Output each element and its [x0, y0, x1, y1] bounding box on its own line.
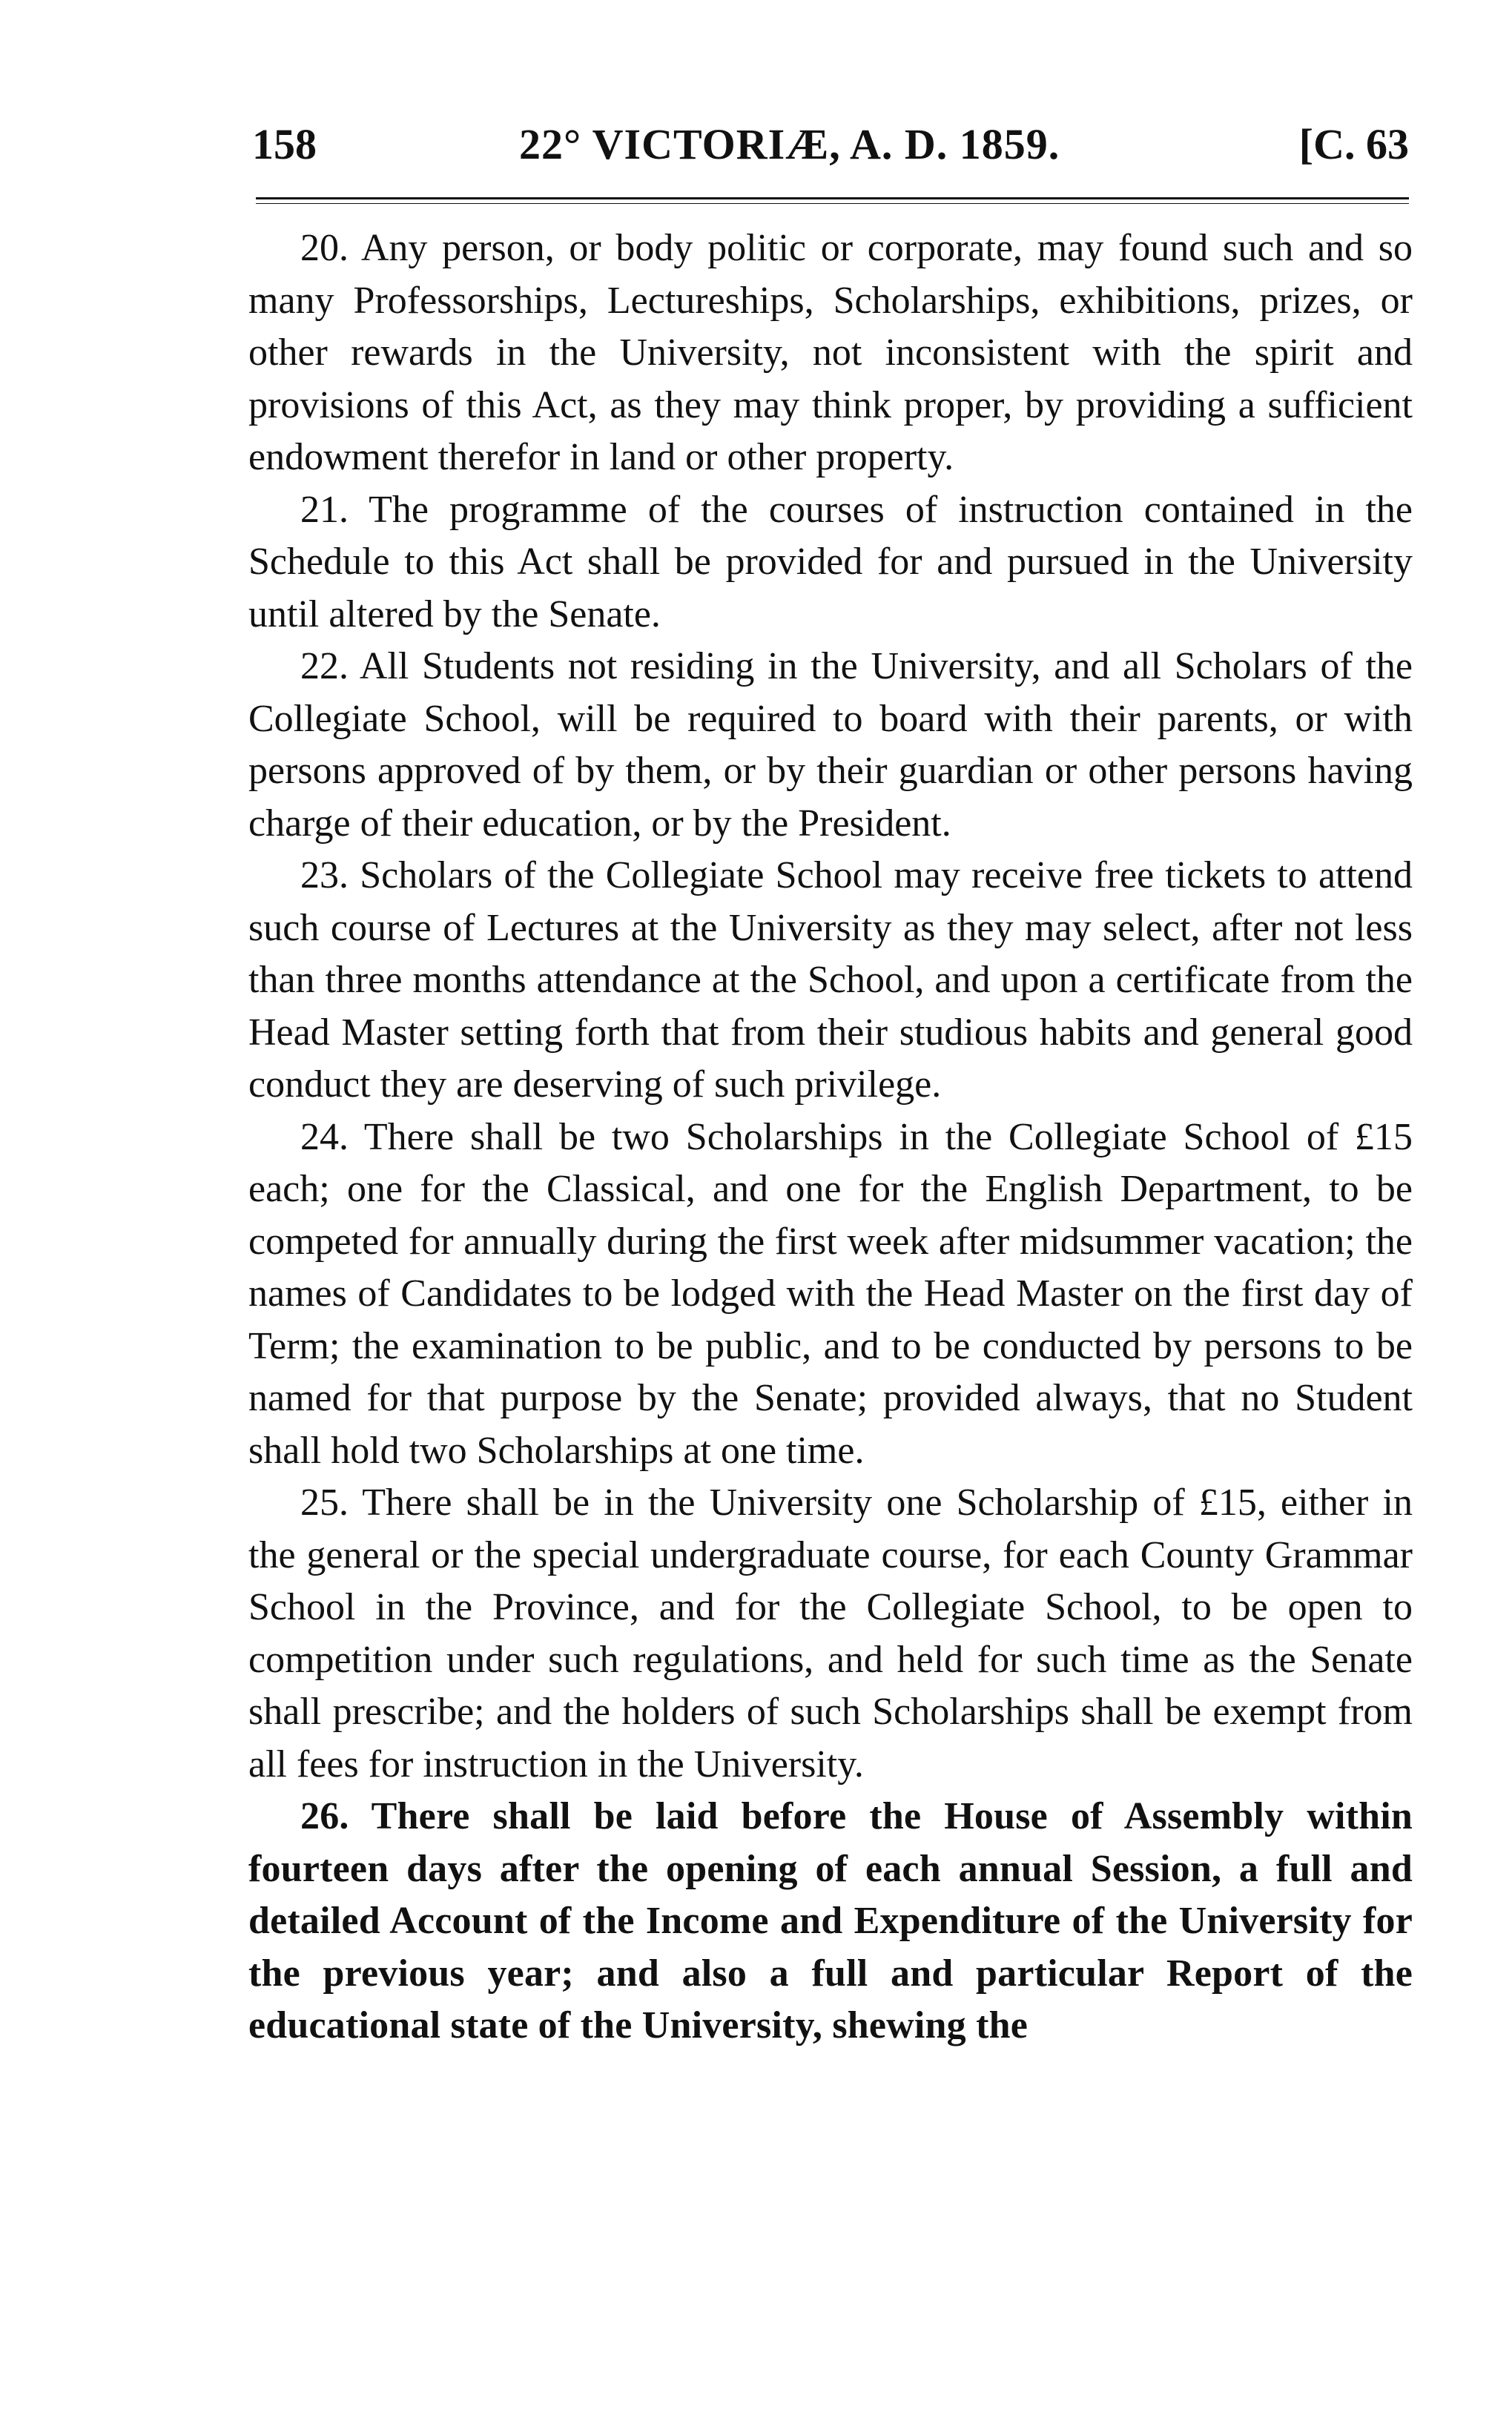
running-title: 22° VICTORIÆ, A. D. 1859. — [519, 120, 1060, 168]
page-number: 158 — [252, 120, 317, 168]
header-rule-top — [256, 197, 1409, 199]
section-20: 20. Any person, or body politic or corporate, may found such and so many Professorships, Lectureships, Scholarships, exhibitions, prizes, or other rewards in the University, not inconsistent with the spirit and provisions of this Act, as they may think proper, by providing a sufficient endowment therefor in land or other property. — [248, 227, 1413, 478]
page-header — [252, 111, 1409, 178]
section-23: 23. Scholars of the Collegiate School may receive free tickets to attend such course of Lectures at the University as they may select, after not less than three months attendance at the School, and upon a certificate from the Head Master setting forth that from their studious habits and general good conduct they are deserving of such privilege. — [248, 854, 1413, 1106]
header-rule-bottom — [256, 203, 1409, 204]
section-24: 24. There shall be two Scholarships in the Collegiate School of £15 each; one for the Classical, and one for the English Department, to be competed for annually during the first week after midsummer vacation; the names of Candidates to be lodged with the Head Master on the first day of Term; the examination to be public, and to be conducted by persons to be named for that purpose by the Senate; provided always, that no Student shall hold two Scholarships at one time. — [248, 1115, 1413, 1472]
section-26: 26. There shall be laid before the House of Assembly within fourteen days after the opening of each annual Session, a full and detailed Account of the Income and Expenditure of the University for the previous year; and also a full and particular Report of the educational state of the University, shewing the — [248, 1795, 1413, 2047]
section-21: 21. The programme of the courses of instruction contained in the Schedule to this Act shall be provided for and pursued in the University until altered by the Senate. — [248, 488, 1413, 635]
statute-text — [248, 222, 1413, 2052]
section-22: 22. All Students not residing in the University, and all Scholars of the Collegiate School, will be required to board with their parents, or with persons approved of by them, or by their guardian or other persons having charge of their education, or by the President. — [248, 645, 1413, 845]
section-25: 25. There shall be in the University one Scholarship of £15, either in the general or the special undergraduate course, for each County Grammar School in the Province, and for the Collegiate School, to be open to competition under such regulations, and held for such time as the Senate shall prescribe; and the holders of such Scholarships shall be exempt from all fees for instruction in the University. — [248, 1481, 1413, 1786]
chapter-reference: [C. 63 — [1298, 120, 1409, 168]
